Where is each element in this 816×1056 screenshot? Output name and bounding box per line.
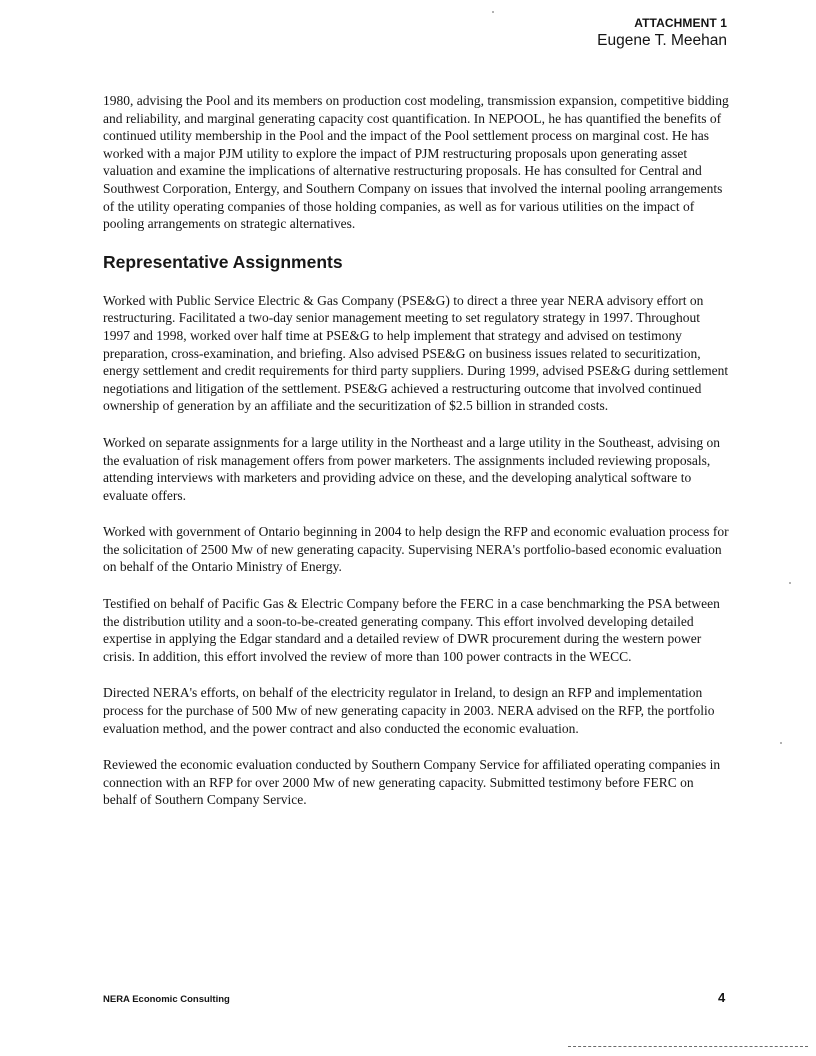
author-name: Eugene T. Meehan <box>597 32 727 50</box>
intro-paragraph: 1980, advising the Pool and its members on production cost modeling, transmission expansion, competitive bidding and reliability, and marginal generating capacity cost quantification. In NEPOOL, he has quantified the benefits of continued utility membership in the Pool and the impact of the Pool settlement process on marginal cost. He has worked with a major PJM utility to explore the impact of PJM restructuring proposals upon generating asset valuation and examine the implications of alternative restructuring proposals. He has consulted for Central and Southwest Corporation, Entergy, and Southern Company on issues that involved the internal pooling arrangements of the utility operating companies of those holding companies, as well as for various utilities on the impact of pooling arrangements on strategic alternatives. <box>103 93 729 232</box>
document-body <box>103 92 729 828</box>
page-number: 4 <box>718 990 726 1005</box>
attachment-label: ATTACHMENT 1 <box>634 16 727 30</box>
assignment-paragraph-ireland: Directed NERA's efforts, on behalf of the electricity regulator in Ireland, to design an RFP and implementation process for the purchase of 500 Mw of new generating capacity in 2003. NERA advised on the RFP, the portfolio evaluation method, and the power contract and also conducted the economic evaluation. <box>103 685 715 736</box>
assignment-paragraph-pseg: Worked with Public Service Electric & Gas Company (PSE&G) to direct a three year NERA advisory effort on restructuring. Facilitated a two-day senior management meeting to set regulatory strategy in 1997. Throughout 1997 and 1998, worked over half time at PSE&G to help implement that strategy and advised on testimony preparation, cross-examination, and briefing. Also advised PSE&G on business issues related to securitization, energy settlement and credit requirements for third party suppliers. During 1999, advised PSE&G during settlement negotiations and litigation of the settlement. PSE&G achieved a restructuring outcome that involved continued ownership of generation by an affiliate and the securitization of $2.5 billion in stranded costs. <box>103 292 729 414</box>
section-heading: Representative Assignments <box>103 251 343 272</box>
assignment-paragraph-pge: Testified on behalf of Pacific Gas & Electric Company before the FERC in a case benchmarking the PSA between the distribution utility and a soon-to-be-created generating company. This effort involved developing detailed expertise in applying the Edgar standard and a detailed review of DWR procurement during the western power crisis. In addition, this effort involved the review of more than 100 power contracts in the WECC. <box>103 596 720 664</box>
assignment-paragraph-ontario: Worked with government of Ontario beginning in 2004 to help design the RFP and economic evaluation process for the solicitation of 2500 Mw of new generating capacity. Supervising NERA's portfolio-based economic evaluation on behalf of the Ontario Ministry of Energy. <box>103 524 729 575</box>
scan-artifact-line <box>568 1046 808 1047</box>
assignment-paragraph-risk-management: Worked on separate assignments for a large utility in the Northeast and a large utility in the Southeast, advising on the evaluation of risk management offers from power marketers. The assignments included reviewing proposals, attending interviews with marketers and providing advice on these, and the developing analytical software to evaluate offers. <box>103 434 721 503</box>
assignment-paragraph-southern-company: Reviewed the economic evaluation conducted by Southern Company Service for affiliated operating companies in connection with an RFP for over 2000 Mw of new generating capacity. Submitted testimony before FERC on behalf of Southern Company Service. <box>103 757 721 808</box>
scan-speck <box>780 742 782 744</box>
page-header <box>597 16 727 51</box>
scan-speck <box>789 582 791 584</box>
scan-speck <box>492 11 494 13</box>
footer-organization: NERA Economic Consulting <box>103 994 230 1005</box>
